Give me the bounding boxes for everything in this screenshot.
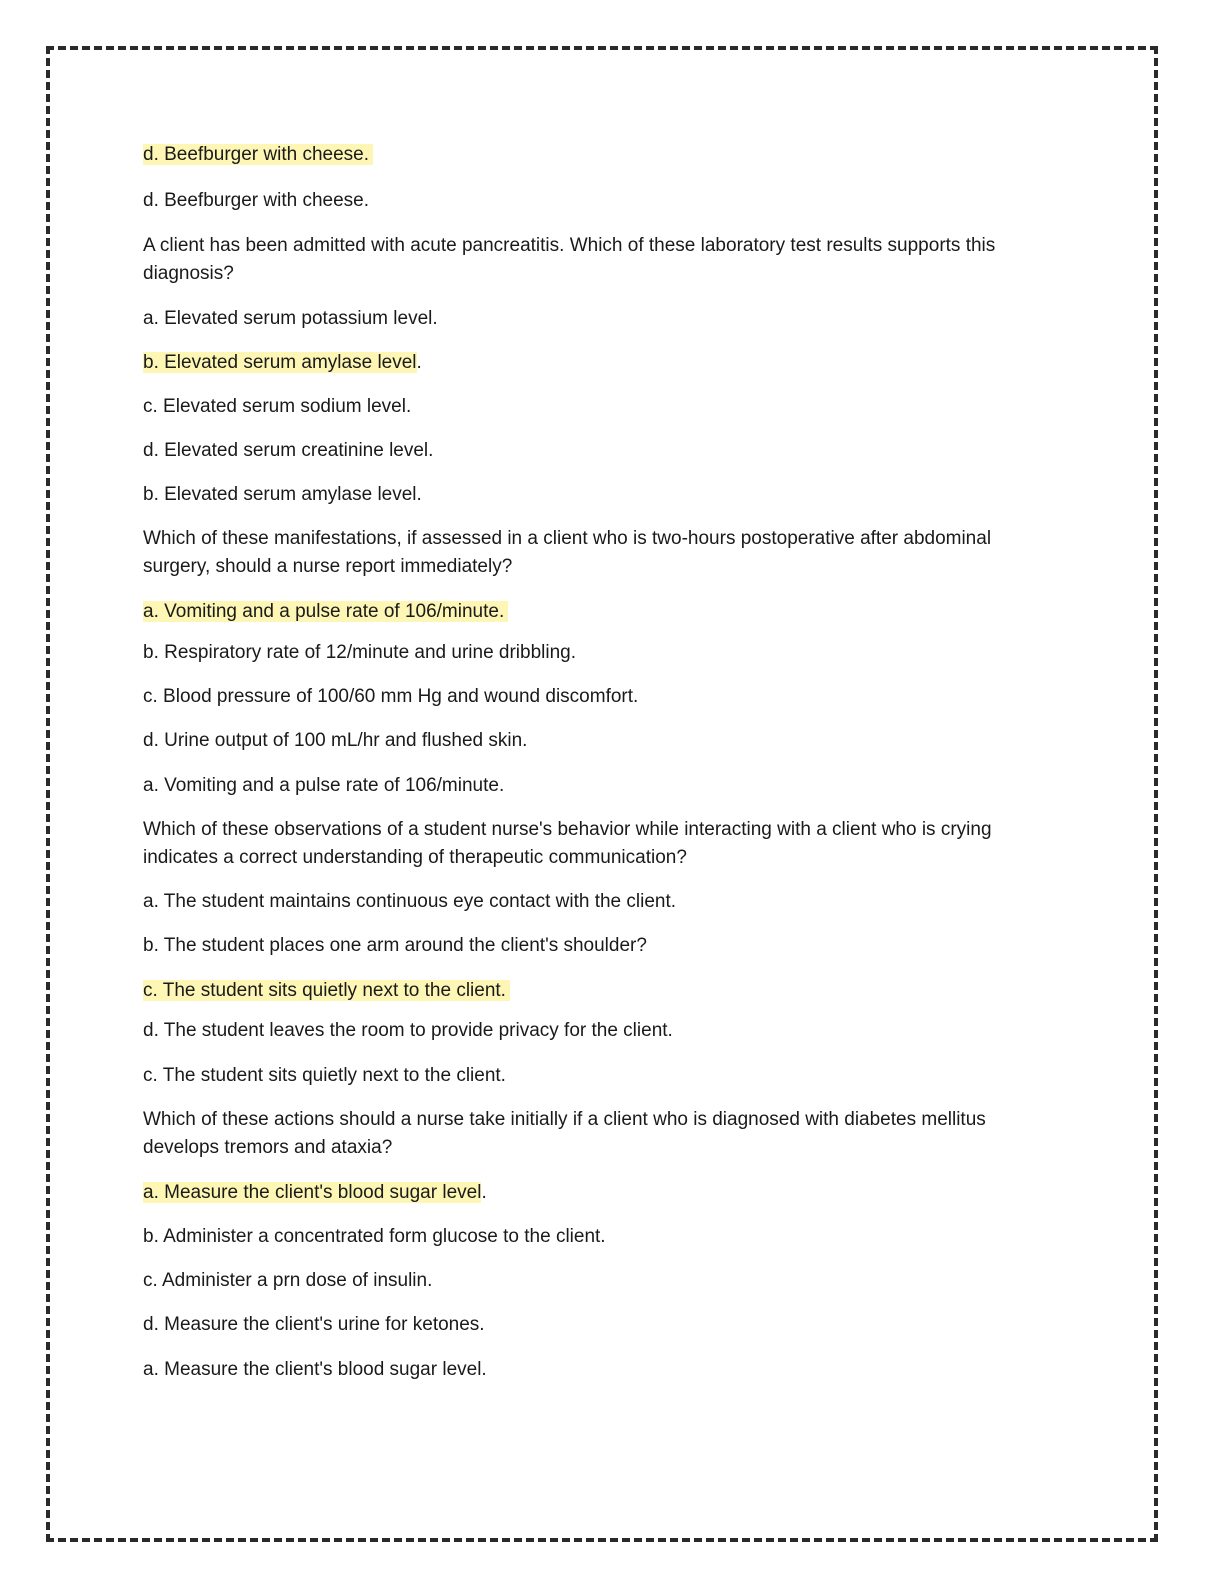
option-line: c. Administer a prn dose of insulin. [143, 1270, 433, 1291]
option-line: d. Urine output of 100 mL/hr and flushed skin. [143, 730, 528, 751]
highlighted-answer-1 [143, 141, 373, 169]
highlight: a. Vomiting and a pulse rate of 106/minute. [143, 601, 508, 622]
period: . [416, 352, 422, 373]
answer-line: d. Beefburger with cheese. [143, 190, 370, 211]
option-line: d. The student leaves the room to provide privacy for the client. [143, 1020, 673, 1041]
question-text: A client has been admitted with acute pancreatitis. Which of these laboratory test results supports this diagnosis? [143, 235, 996, 284]
highlight: c. The student sits quietly next to the client. [143, 980, 510, 1001]
answer-line: a. Vomiting and a pulse rate of 106/minute. [143, 775, 505, 796]
question-text: Which of these observations of a student nurse's behavior while interacting with a client who is crying indicates a correct understanding of therapeutic communication? [143, 819, 992, 868]
option-line: d. Elevated serum creatinine level. [143, 440, 434, 461]
highlighted-option [143, 598, 508, 626]
question-text: Which of these manifestations, if assessed in a client who is two-hours postoperative after abdominal surgery, should a nurse report immediately? [143, 528, 992, 577]
option-line: a. Elevated serum potassium level. [143, 308, 438, 329]
answer-line: a. Measure the client's blood sugar level. [143, 1359, 487, 1380]
highlighted-option [143, 1179, 487, 1207]
answer-line: c. The student sits quietly next to the client. [143, 1065, 506, 1086]
option-line: b. Respiratory rate of 12/minute and urine dribbling. [143, 642, 577, 663]
highlight: b. Elevated serum amylase level [143, 352, 417, 373]
highlighted-option [143, 349, 422, 377]
question-text: Which of these actions should a nurse take initially if a client who is diagnosed with diabetes mellitus develops tremors and ataxia? [143, 1109, 986, 1158]
option-line: c. Blood pressure of 100/60 mm Hg and wound discomfort. [143, 686, 639, 707]
option-line: c. Elevated serum sodium level. [143, 396, 412, 417]
highlight: d. Beefburger with cheese. [143, 144, 373, 165]
option-line: a. The student maintains continuous eye contact with the client. [143, 891, 677, 912]
option-line: b. The student places one arm around the client's shoulder? [143, 935, 647, 956]
period: . [481, 1182, 487, 1203]
highlighted-option [143, 977, 510, 1005]
option-line: d. Measure the client's urine for ketones. [143, 1314, 485, 1335]
option-line: b. Administer a concentrated form glucose to the client. [143, 1226, 606, 1247]
answer-line: b. Elevated serum amylase level. [143, 484, 422, 505]
highlight: a. Measure the client's blood sugar level [143, 1182, 482, 1203]
